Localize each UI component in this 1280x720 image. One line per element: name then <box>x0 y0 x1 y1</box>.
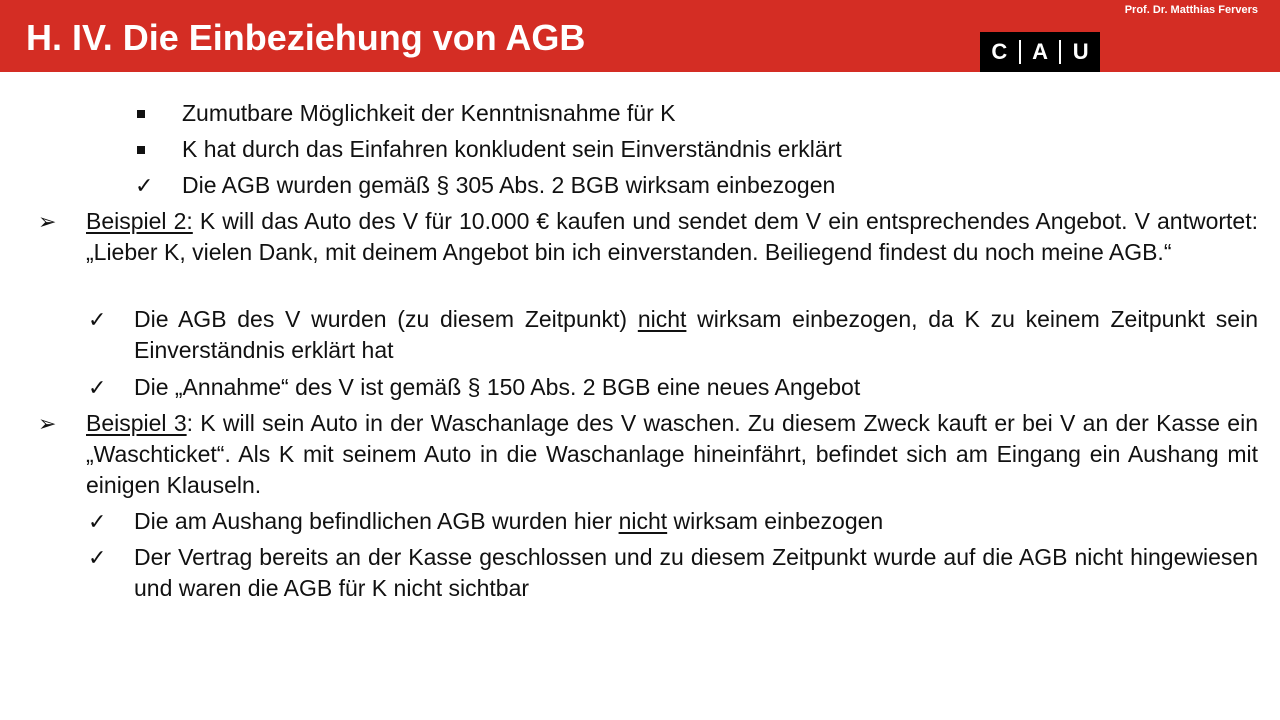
list-item-text: Zumutbare Möglichkeit der Kenntnisnahme für K <box>182 100 676 126</box>
list-item-text: Die „Annahme“ des V ist gemäß § 150 Abs. 2 BGB eine neues Angebot <box>134 374 861 400</box>
check-icon: ✓ <box>135 173 154 198</box>
text-part: wirksam einbezogen, da K zu keinem Zeitpunkt sein Einverständnis erklärt hat <box>134 306 1258 363</box>
example-label: Beispiel 3 <box>86 410 187 436</box>
slide-title: H. IV. Die Einbeziehung von AGB <box>26 17 586 58</box>
text-part: wirksam einbezogen <box>667 508 884 534</box>
list-item-text <box>134 304 1258 366</box>
example-text: K will das Auto des V für 10.000 € kaufen und sendet dem V ein entsprechendes Angebot. V antwortet: „Lieber K, vielen Dank, mit deinem Angebot bin ich einverstanden. Beiliegend findest du noch meine AGB.“ <box>86 208 1258 265</box>
cau-logo <box>980 32 1100 72</box>
arrow-bullet-icon: ➢ <box>38 411 57 436</box>
check-icon: ✓ <box>88 545 107 570</box>
list-item-text: Der Vertrag bereits an der Kasse geschlossen und zu diesem Zeitpunkt wurde auf die AGB nicht hingewiesen und waren die AGB für K nicht sichtbar <box>134 544 1258 601</box>
logo-letter-a: A <box>1032 39 1048 64</box>
underlined-word: nicht <box>637 306 687 332</box>
logo-letter-u: U <box>1072 39 1089 64</box>
text-part: Die am Aushang befindlichen AGB wurden hier <box>134 508 619 534</box>
example-label: Beispiel 2: <box>86 208 193 234</box>
list-item-text <box>134 506 1258 537</box>
arrow-bullet-icon: ➢ <box>38 209 57 234</box>
author-name: Prof. Dr. Matthias Fervers <box>1124 4 1258 16</box>
check-icon: ✓ <box>88 509 107 534</box>
underlined-word: nicht <box>618 508 668 534</box>
check-icon: ✓ <box>88 307 107 332</box>
square-bullet-icon <box>137 110 145 118</box>
example-text: : K will sein Auto in der Waschanlage des V waschen. Zu diesem Zweck kauft er bei V an der Kasse ein „Waschticket“. Als K mit seinem Auto in die Waschanlage hineinfährt, befindet sich am Eingang ein Aushang mit einigen Klauseln. <box>86 410 1258 498</box>
header-bar <box>0 0 1280 72</box>
list-item-text: K hat durch das Einfahren konkludent sein Einverständnis erklärt <box>182 136 842 162</box>
list-item-text <box>86 206 1258 268</box>
logo-letter-c: C <box>991 39 1008 64</box>
list-item-text <box>86 408 1258 501</box>
check-icon: ✓ <box>88 375 107 400</box>
square-bullet-icon <box>137 146 145 154</box>
list-item-text: Die AGB wurden gemäß § 305 Abs. 2 BGB wirksam einbezogen <box>182 172 836 198</box>
text-part: Die AGB des V wurden (zu diesem Zeitpunkt) <box>134 306 638 332</box>
